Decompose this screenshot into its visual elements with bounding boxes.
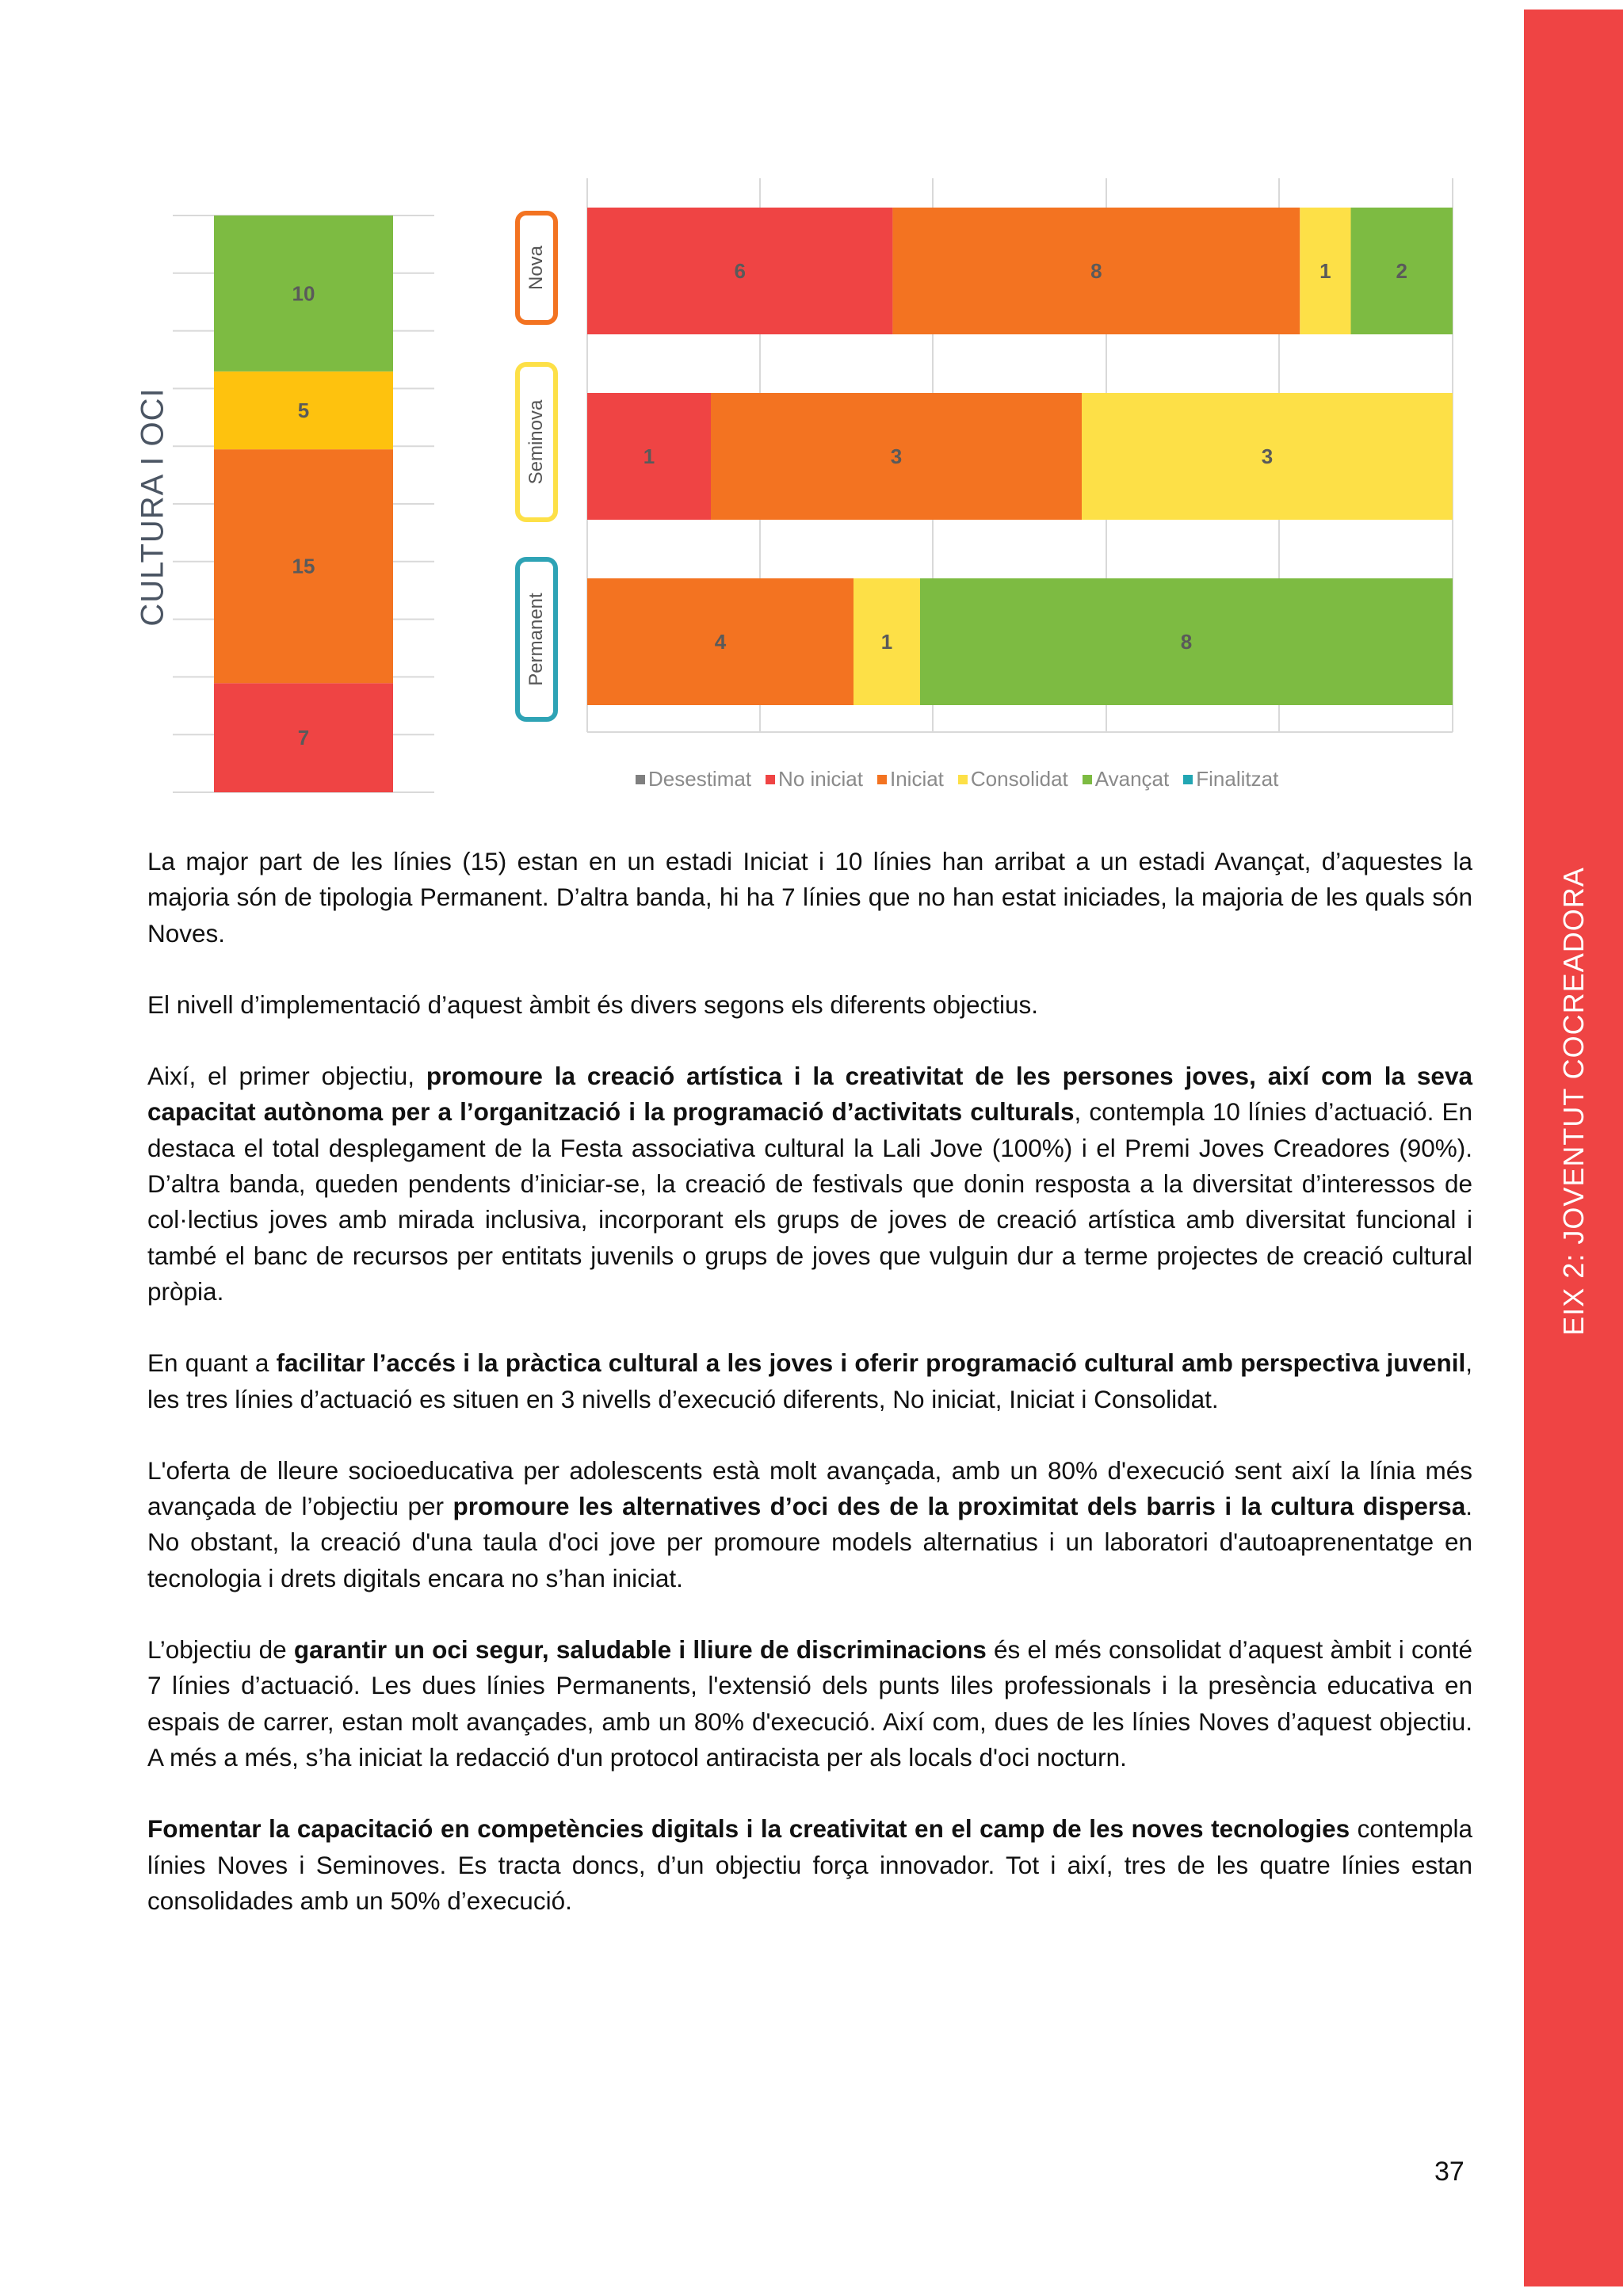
legend-label: Iniciat [889, 767, 944, 791]
right-data-label: 1 [880, 630, 893, 654]
legend-swatch [1183, 775, 1193, 784]
legend-item [1183, 767, 1278, 791]
right-data-label: 3 [1261, 444, 1274, 468]
body-paragraph [147, 1345, 1472, 1417]
text-run: , contempla 10 línies d’actuació. En destaca el total desplegament de la Festa associativa cultural la Lali Jove (100%) i el Premi Joves Creadores (90%). D’altra banda, queden pendents d’iniciar-se, la creació de festivals que donin resposta a la diversitat d’interessos de col·lectius joves amb mirada inclusiva, incorporant els grups de joves de creació artística amb diversitat funcional i també el banc de recursos per entitats juvenils o grups de joves que vulguin dur a terme projectes de creació cultural pròpia. [147, 1097, 1472, 1306]
text-run: és el més consolidat d’aquest àmbit i conté 7 línies d’actuació. Les dues línies Permanents, l'extensió dels punts liles professionals i la presència educativa en espais de carrer, estan molt avançades, amb un 80% d'execució. Així com, dues de les línies Noves d’aquest objectiu. A més a més, s’ha iniciat la redacció d'un protocol antiracista per als locals d'oci nocturn. [147, 1635, 1472, 1772]
legend-swatch [636, 775, 645, 784]
body-paragraph [147, 987, 1472, 1023]
section-side-title: EIX 2: JOVENTUT COCREADORA [1557, 867, 1590, 1336]
right-data-label: 2 [1396, 259, 1407, 283]
tag-nova-label: Nova [525, 245, 547, 291]
tag-nova [515, 211, 558, 325]
legend-label: Avançat [1094, 767, 1170, 791]
text-run: El nivell d’implementació d’aquest àmbit és divers segons els diferents objectius. [147, 990, 1039, 1019]
text-run: La major part de les línies (15) estan en un estadi Iniciat i 10 línies han arribat a un estadi Avançat, d’aquestes la majoria són de tipologia Permanent. D’altra banda, hi ha 7 línies que no han estat iniciades, la majoria de les quals són Noves. [147, 847, 1472, 948]
right-data-label: 1 [1319, 259, 1331, 283]
body-paragraph [147, 1453, 1472, 1596]
legend-label: Desestimat [648, 767, 752, 791]
legend-swatch [958, 775, 968, 784]
legend-item [1083, 767, 1169, 791]
text-run: Així, el primer objectiu, [147, 1062, 426, 1091]
left-data-label: 5 [297, 398, 310, 422]
legend-swatch [766, 775, 775, 784]
legend-swatch [1083, 775, 1092, 784]
page-number: 37 [1434, 2157, 1465, 2187]
legend-label: No iniciat [778, 767, 863, 791]
tag-permanent-label: Permanent [525, 593, 547, 686]
legend-label: Finalitzat [1196, 767, 1279, 791]
left-data-label: 15 [292, 554, 315, 578]
text-run: , les tres línies d’actuació es situen en 3 nivells d’execució diferents, No iniciat, Iniciat i Consolidat. [147, 1348, 1472, 1413]
tag-seminova [515, 362, 558, 522]
chart-legend [636, 767, 1278, 791]
body-text [147, 844, 1472, 1955]
legend-item [636, 767, 751, 791]
tag-permanent [515, 557, 558, 722]
body-paragraph [147, 1632, 1472, 1775]
charts-area [0, 0, 1506, 824]
body-paragraph [147, 844, 1472, 952]
body-paragraph [147, 1811, 1472, 1919]
bold-text: promoure la creació artística i la creativitat de les persones joves, així com la seva capacitat autònoma per a l’organització i la programació d’activitats culturals [147, 1062, 1472, 1127]
text-run: En quant a [147, 1348, 277, 1378]
text-run: . No obstant, la creació d'una taula d'oci jove per promoure models alternatius i un laboratori d'autoaprenentatge en tecnologia i drets digitals encara no s’han iniciat. [147, 1492, 1472, 1592]
bold-text: promoure les alternatives d’oci des de la proximitat dels barris i la cultura dispersa [453, 1492, 1466, 1521]
right-data-label: 6 [734, 259, 746, 283]
bold-text: facilitar l’accés i la pràctica cultural a les joves i oferir programació cultural amb perspectiva juvenil [276, 1348, 1466, 1378]
section-label: CULTURA I OCI [135, 387, 170, 627]
legend-item [958, 767, 1068, 791]
left-data-label: 7 [297, 726, 310, 750]
text-run: L'oferta de lleure socioeducativa per adolescents està molt avançada, amb un 80% d'execució sent així la línia més avançada de l’objectiu per [147, 1455, 1472, 1521]
text-run: contempla línies Noves i Seminoves. Es tracta doncs, d’un objectiu força innovador. Tot i així, tres de les quatre línies estan consolidades amb un 50% d’execució. [147, 1814, 1472, 1915]
text-run: L’objectiu de [147, 1635, 294, 1665]
legend-item [877, 767, 944, 791]
legend-label: Consolidat [970, 767, 1068, 791]
legend-item [766, 767, 863, 791]
right-data-label: 8 [1180, 630, 1193, 654]
legend-swatch [877, 775, 887, 784]
body-paragraph [147, 1058, 1472, 1310]
bold-text: garantir un oci segur, saludable i lliure de discriminacions [293, 1635, 987, 1665]
tag-seminova-label: Seminova [525, 399, 547, 485]
right-data-label: 1 [643, 444, 655, 468]
bold-text: Fomentar la capacitació en competències digitals i la creativitat en el camp de les noves tecnologies [147, 1814, 1350, 1844]
left-data-label: 10 [292, 281, 315, 306]
right-data-label: 3 [890, 444, 903, 468]
right-data-label: 8 [1090, 259, 1102, 283]
right-data-label: 4 [714, 630, 727, 654]
